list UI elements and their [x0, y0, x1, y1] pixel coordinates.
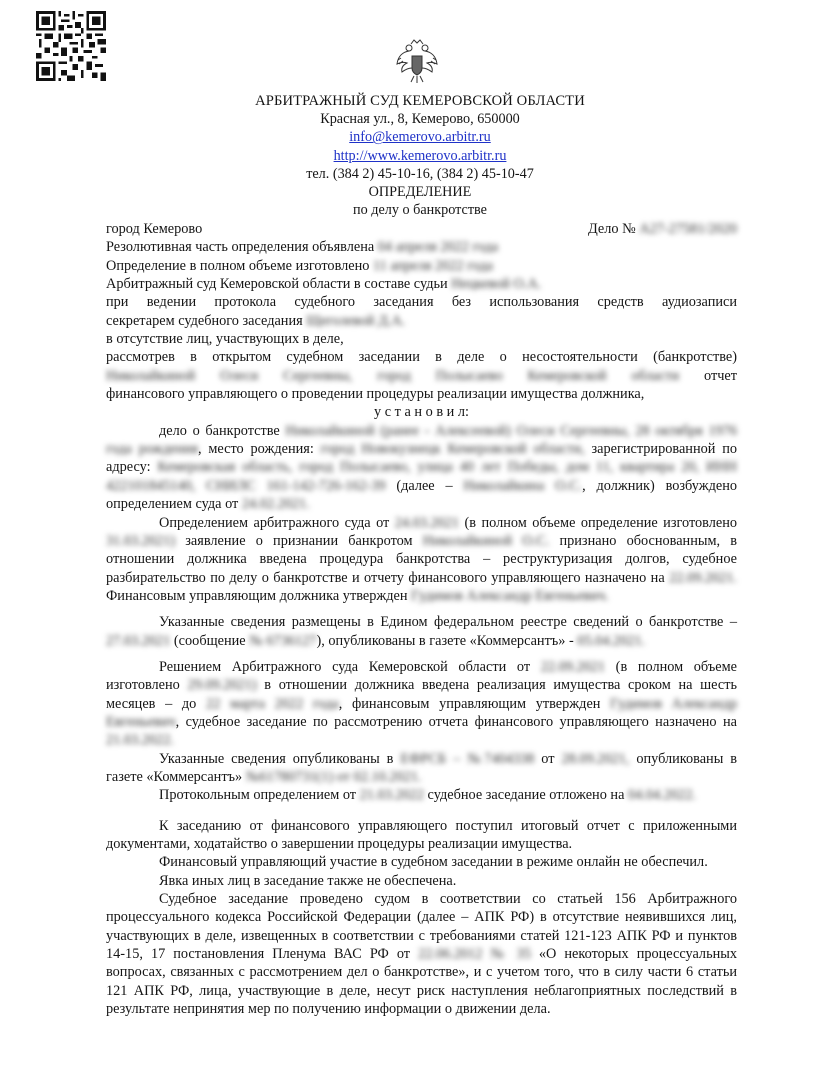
city-case-row	[106, 220, 737, 238]
text: неявившихся лиц, участвующих в деле, извещенных в соответствии с требованиями статей	[106, 909, 737, 944]
redacted-birthdate: октября 1976 года рождения	[106, 422, 737, 458]
redacted-date: 27.03.2021	[106, 632, 171, 649]
redacted-date: 29.09.2021)	[187, 677, 257, 694]
redacted-date: 22.09.2021	[540, 658, 606, 675]
text: , судебное заседание по рассмотрению отчета финансового	[175, 713, 554, 730]
text: 121-123 АПК РФ и пунктов 14-15, 17 постановления Пленума ВАС РФ от	[106, 927, 737, 963]
text: Арбитражный суд Кемеровской области в составе судьи	[106, 276, 452, 293]
text: Указанные сведения размещены в Едином федеральном реестре сведений о	[159, 614, 643, 631]
redacted-address: Кемеровская область, город Полысаево, улица 40 лет	[157, 459, 501, 476]
redacted-date: 04.04.2022.	[628, 787, 696, 804]
coat-of-arms-icon	[395, 38, 439, 84]
text: банкротстве –	[649, 614, 737, 631]
text: «О некоторых процессуальных вопросах, связанных с рассмотрением дел о банкротстве», и	[106, 946, 737, 981]
text: опубликованы в газете «Коммерсантъ»	[106, 750, 737, 785]
text: процессуального кодекса Российской Федерации (далее – АПК РФ) в отсутствие	[106, 909, 620, 926]
redacted-name: Николайкиной О.С.	[422, 532, 550, 549]
redacted-resolution: 22.06.2012 № 35	[418, 946, 531, 963]
report-line: финансового управляющего о проведении процедуры реализации имущества должника,	[106, 386, 645, 403]
text: дело о банкротстве	[159, 422, 286, 439]
text: управляющего назначено на	[491, 569, 670, 586]
redacted-date: 04 апреля 2022 года	[377, 239, 499, 256]
document-body	[106, 220, 737, 1018]
redacted-number: № 6736127	[249, 632, 317, 649]
text: ), опубликованы в газете «Коммерсантъ» -	[316, 632, 574, 649]
secretary-line	[106, 312, 737, 330]
paragraph-9: Явка иных лиц в заседание также не обеспечена.	[159, 872, 457, 889]
full-text-prepared	[106, 257, 737, 275]
redacted-manager: Гудимов Александр Евгеньевич.	[411, 587, 609, 604]
text: (в полном объеме	[605, 658, 737, 675]
document-subtitle: по делу о банкротстве	[353, 202, 487, 219]
court-name: АРБИТРАЖНЫЙ СУД КЕМЕРОВСКОЙ ОБЛАСТИ	[255, 93, 585, 109]
text: обоснованным, в отношении должника введена процедура банкротства – реструктуризация	[106, 532, 738, 568]
paragraph-5	[106, 750, 737, 787]
protocol-line: при ведении протокола судебного заседания без использования средств аудиозаписи	[106, 294, 737, 311]
text: Решением Арбитражного суда Кемеровской области от	[159, 658, 541, 675]
redacted-judge: Нецкевой О.А.	[451, 276, 542, 293]
text: в отношении должника введена реализация имущества сроком на	[256, 677, 693, 694]
redacted-number: ЕФРСБ – №7404338	[400, 750, 535, 767]
text: приложенными документами, ходатайство о завершении процедуры реализации имущества.	[106, 817, 738, 852]
text: изготовлено	[106, 677, 188, 694]
considered-line: рассмотрев в открытом судебном заседании в деле о несостоятельности (банкротстве)	[106, 349, 737, 366]
paragraph-2	[106, 514, 737, 606]
redacted-address: Победы, дом 11, квартира 20, ИНН 422101845140, СНИЛС 161-142-726-162-39	[106, 459, 737, 494]
case-number-value: А27-27581/2020	[639, 221, 737, 237]
case-label: Дело №	[587, 221, 636, 237]
text: Указанные сведения опубликованы в	[159, 750, 401, 767]
paragraph-1	[106, 422, 737, 514]
city: город Кемерово	[106, 221, 203, 237]
text: с учетом того, что в силу части 6 статьи 121 АПК РФ, лица, участвующие в деле, несут риск	[106, 964, 737, 999]
text: , место рождения:	[198, 441, 321, 458]
text: отчет	[679, 367, 737, 384]
text: Резолютивная часть определения объявлена	[106, 239, 378, 256]
redacted-date: 11 апреля 2022 года	[372, 257, 493, 274]
redacted-date: 21.03.2022.	[106, 732, 174, 749]
text: изготовлено	[663, 514, 737, 531]
redacted-number: №61780731(1) от 02.10.2021.	[245, 768, 422, 785]
paragraph-10	[106, 890, 737, 1018]
text: обеспечил.	[641, 854, 708, 871]
redacted-name: Николайкиной (ранее - Алексеевой) Олеси Сергеевны, 28	[285, 422, 650, 439]
redacted-date: 24.02.2021.	[241, 496, 310, 513]
document-type: ОПРЕДЕЛЕНИЕ	[368, 184, 472, 201]
text: , должник) возбуждено определением суда от	[106, 477, 737, 513]
redacted-debtor: Николайкиной Олеси Сергеевны, город Полысаево Кемеровской области	[106, 367, 680, 384]
text: от	[534, 750, 562, 767]
document-header	[0, 92, 840, 219]
redacted-name: Николайкина О.С.	[463, 477, 583, 494]
qr-code-icon	[36, 11, 106, 81]
redacted-date: 22 марта 2022 года	[205, 695, 339, 712]
text: признано	[549, 532, 617, 549]
redacted-birthplace: город Новокузнецк Кемеровской области,	[320, 441, 585, 458]
text: (далее –	[385, 477, 453, 494]
established-heading: у с т а н о в и л:	[374, 404, 469, 421]
redacted-secretary: Щеголевой Д.А.	[306, 312, 406, 329]
redacted-date: 22.09.2021.	[669, 569, 737, 586]
website-link[interactable]: http://www.kemerovo.arbitr.ru	[333, 147, 507, 164]
redacted-date: 24.03.2021	[394, 514, 460, 531]
redacted-date: 21.03.2022	[359, 787, 424, 804]
redacted-date: 31.03.2021)	[106, 532, 176, 549]
text: Финансовый управляющий участие в судебном заседании в режиме онлайн не	[159, 854, 638, 871]
text: (сообщение	[170, 632, 250, 649]
text: , финансовым управляющим утвержден	[338, 695, 611, 712]
redacted-date: 05.04.2021.	[577, 632, 646, 649]
text: наступления неблагоприятных последствий в результате непринятия мер по получению	[106, 982, 737, 1018]
paragraph-7	[106, 817, 737, 854]
text: судебное заседание отложено на	[423, 787, 625, 804]
court-phone: тел. (384 2) 45-10-16, (384 2) 45-10-47	[306, 165, 534, 182]
text: К заседанию от финансового управляющего поступил итоговый отчет с	[159, 817, 635, 834]
paragraph-3	[106, 613, 737, 650]
resolution-announced	[106, 238, 737, 256]
absence-line: в отсутствие лиц, участвующих в деле,	[106, 331, 344, 348]
paragraph-6	[106, 786, 737, 804]
email-link[interactable]: info@kemerovo.arbitr.ru	[349, 129, 491, 146]
text: Протокольным определением от	[159, 787, 360, 804]
text: (в полном объеме определение	[459, 514, 658, 531]
text: заявление о признании банкротом	[175, 532, 423, 549]
redacted-date: 28.09.2021,	[561, 750, 630, 767]
text: зарегистрированной по адресу:	[106, 441, 738, 476]
text: Судебное заседание проведено судом в соответствии со статьей 156 Арбитражного	[159, 891, 737, 908]
case-number	[588, 220, 737, 238]
court-address: Красная ул., 8, Кемерово, 650000	[320, 111, 520, 128]
debtor-line	[106, 367, 737, 385]
paragraph-4	[106, 658, 737, 750]
redacted-manager: Гудимов	[610, 695, 662, 712]
text: Финансовым управляющим должника утвержден	[106, 587, 408, 604]
paragraph-8	[106, 853, 737, 871]
text: долгов, судебное разбирательство по делу о банкротстве и отчету финансового	[106, 551, 737, 586]
text: информации о движении дела.	[364, 1001, 551, 1018]
text: Определение в полном объеме изготовлено	[106, 257, 373, 274]
text: секретарем судебного заседания	[106, 312, 307, 329]
redacted-manager: Александр Евгеньевич	[106, 695, 737, 730]
text: управляющего назначено на	[559, 713, 737, 730]
court-composition	[106, 275, 737, 293]
text: Определением арбитражного суда от	[159, 514, 395, 531]
text: шесть месяцев – до	[106, 677, 737, 712]
